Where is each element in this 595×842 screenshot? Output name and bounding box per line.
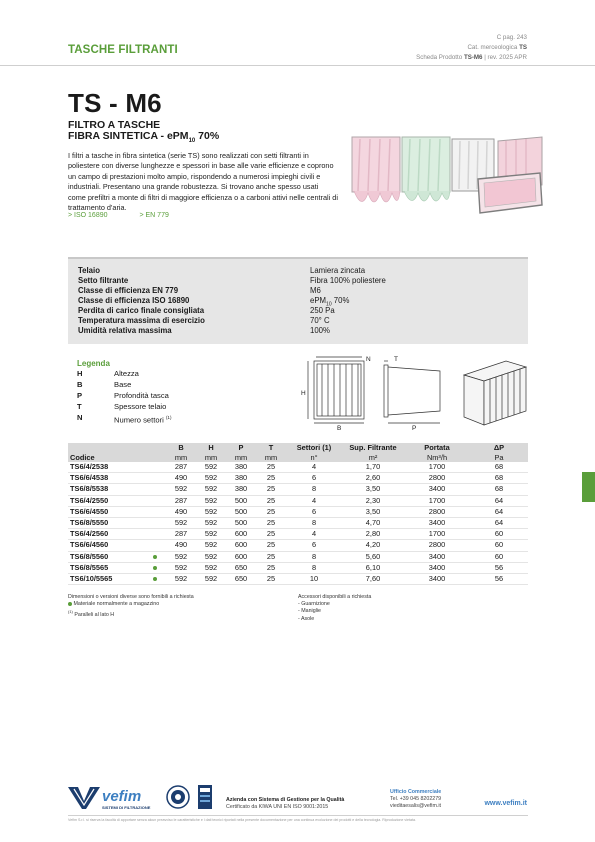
cell-h: 592 [196, 574, 226, 585]
diagram-label-p: P [412, 425, 417, 431]
stock-indicator [144, 462, 166, 473]
cell-p: 380 [226, 462, 256, 473]
diagram-label-t: T [394, 356, 398, 363]
cell-h: 592 [196, 495, 226, 506]
cell-t: 25 [256, 518, 286, 529]
cell-dp: 68 [470, 462, 528, 473]
product-code: TS6/6/4550 [68, 506, 144, 517]
cell-t: 25 [256, 484, 286, 495]
stock-dot-icon [153, 555, 157, 559]
cell-sup: 5,60 [342, 551, 404, 562]
cell-b: 592 [166, 551, 196, 562]
col-header-b: B [166, 443, 196, 453]
cell-dp: 56 [470, 562, 528, 573]
stock-indicator [144, 473, 166, 484]
pink-filter-image [352, 137, 400, 202]
spec-table [68, 257, 528, 344]
stock-indicator [144, 518, 166, 529]
cell-h: 592 [196, 462, 226, 473]
spec-row: Perdita di carico finale consigliata 250 Pa [78, 306, 335, 315]
cell-b: 287 [166, 495, 196, 506]
table-units-row: Codice mm mm mm mm n° m² Nm³/h Pa [68, 453, 528, 463]
product-subtitle: FILTRO A TASCHE [68, 119, 161, 131]
norm-iso-link[interactable]: > ISO 16890 [68, 212, 108, 219]
table-row [68, 518, 528, 529]
cell-p: 650 [226, 562, 256, 573]
cell-settori: 10 [286, 574, 342, 585]
cell-b: 592 [166, 562, 196, 573]
website-link[interactable]: www.vefim.it [484, 800, 527, 807]
cell-dp: 64 [470, 495, 528, 506]
isometric-view-diagram [464, 361, 526, 425]
cell-b: 490 [166, 473, 196, 484]
cell-portata: 3400 [404, 574, 470, 585]
svg-text:SISTEMI DI FILTRAZIONE: SISTEMI DI FILTRAZIONE [102, 805, 151, 810]
cell-settori: 6 [286, 540, 342, 551]
cell-t: 25 [256, 529, 286, 540]
cell-portata: 2800 [404, 506, 470, 517]
cell-h: 592 [196, 506, 226, 517]
col-header-portata: Portata [404, 443, 470, 453]
side-view-diagram [384, 361, 440, 423]
note-line: Materiale normalmente a magazzino [68, 601, 194, 608]
cell-b: 287 [166, 462, 196, 473]
cell-sup: 3,50 [342, 484, 404, 495]
cell-p: 380 [226, 484, 256, 495]
cell-sup: 7,60 [342, 574, 404, 585]
sales-office: Ufficio Commerciale Tel. +39 045 8202279 vieditaesalis@vefim.it [390, 789, 442, 810]
table-row [68, 529, 528, 540]
cell-h: 592 [196, 551, 226, 562]
cell-sup: 2,60 [342, 473, 404, 484]
cell-dp: 60 [470, 540, 528, 551]
spec-row: Temperatura massima di esercizio 70° C [78, 316, 330, 325]
cell-dp: 60 [470, 551, 528, 562]
cell-settori: 8 [286, 551, 342, 562]
cell-dp: 64 [470, 506, 528, 517]
cell-p: 500 [226, 506, 256, 517]
accessory-item: - Maniglie [298, 608, 321, 615]
cell-portata: 1700 [404, 529, 470, 540]
section-title: TASCHE FILTRANTI [68, 44, 178, 56]
email-link[interactable]: vieditaesalis@vefim.it [390, 803, 442, 810]
cell-h: 592 [196, 484, 226, 495]
section-tab-marker [582, 472, 595, 502]
stock-dot-icon [68, 602, 72, 606]
accessory-item: - Guarnizione [298, 601, 330, 608]
cell-settori: 8 [286, 484, 342, 495]
svg-text:vefim: vefim [102, 788, 142, 805]
green-filter-image [402, 137, 450, 201]
stock-indicator [144, 551, 166, 562]
spec-row: Umidità relativa massima 100% [78, 326, 330, 335]
cell-t: 25 [256, 551, 286, 562]
cell-h: 592 [196, 540, 226, 551]
cell-portata: 1700 [404, 462, 470, 473]
front-view-diagram [308, 357, 364, 423]
accessories-title: Accessori disponibili a richiesta [298, 594, 372, 600]
note-line: $^{(1)}$ Paralleli al lato H [68, 609, 115, 619]
legend-title: Legenda [77, 359, 110, 368]
col-header-p: P [226, 443, 256, 453]
accessory-item: - Asole [298, 615, 315, 622]
spec-row: Telaio Lamiera zincata [78, 266, 366, 275]
stock-indicator [144, 484, 166, 495]
cell-t: 25 [256, 462, 286, 473]
cell-h: 592 [196, 562, 226, 573]
product-photo [350, 135, 545, 215]
table-row [68, 574, 528, 585]
diagram-label-n: N [366, 356, 371, 363]
cell-sup: 1,70 [342, 462, 404, 473]
cell-t: 25 [256, 473, 286, 484]
spec-row: Setto filtrante Fibra 100% poliestere [78, 276, 386, 285]
footer-divider [68, 815, 528, 816]
cell-t: 25 [256, 540, 286, 551]
product-code: TS6/6/4560 [68, 540, 144, 551]
cell-sup: 4,20 [342, 540, 404, 551]
cell-b: 592 [166, 574, 196, 585]
table-row [68, 462, 528, 473]
cell-dp: 64 [470, 518, 528, 529]
cell-sup: 2,80 [342, 529, 404, 540]
diagram-label-h: H [301, 390, 306, 397]
product-code: TS6/8/5560 [68, 551, 144, 562]
cell-p: 600 [226, 529, 256, 540]
product-code: TS6/8/5550 [68, 518, 144, 529]
cell-p: 380 [226, 473, 256, 484]
cell-h: 592 [196, 529, 226, 540]
cell-dp: 56 [470, 574, 528, 585]
cell-t: 25 [256, 574, 286, 585]
product-code: TS6/8/5538 [68, 484, 144, 495]
cell-h: 592 [196, 518, 226, 529]
cell-portata: 3400 [404, 484, 470, 495]
category-line: Cat. merceologica TS [467, 44, 527, 51]
product-table [68, 443, 528, 585]
cell-p: 600 [226, 551, 256, 562]
cell-settori: 8 [286, 518, 342, 529]
legal-disclaimer: Vefim S.r.l. si riserva la facoltà di apportare senza alcun preavviso le caratteristiche e i dati tecnici riportati nella presente documentazione per una continua evoluzione dei prodotti e della tecnologia. Riproduzione vietata. [68, 818, 416, 822]
cell-dp: 68 [470, 473, 528, 484]
stock-indicator [144, 540, 166, 551]
cell-portata: 1700 [404, 495, 470, 506]
footer-logos [68, 783, 218, 813]
cell-p: 500 [226, 495, 256, 506]
frame-front-image [478, 173, 542, 213]
table-row [68, 506, 528, 517]
col-header-settori: Settori (1) [286, 443, 342, 453]
product-code: TS6/4/2560 [68, 529, 144, 540]
product-table-grid [68, 443, 528, 585]
cell-t: 25 [256, 506, 286, 517]
quality-statement: Azienda con Sistema di Gestione per la Qualità Certificato da KIWA UNI EN ISO 9001:2015 [226, 797, 345, 811]
cell-sup: 6,10 [342, 562, 404, 573]
cell-dp: 60 [470, 529, 528, 540]
cell-dp: 68 [470, 484, 528, 495]
cell-portata: 3400 [404, 562, 470, 573]
header-meta [416, 33, 527, 63]
stock-indicator [144, 574, 166, 585]
cell-portata: 3400 [404, 518, 470, 529]
col-header-sup: Sup. Filtrante [342, 443, 404, 453]
phone-number: Tel. +39 045 8202279 [390, 796, 442, 803]
cell-t: 25 [256, 562, 286, 573]
product-code: TS6/4/2538 [68, 462, 144, 473]
table-row [68, 540, 528, 551]
cell-b: 490 [166, 540, 196, 551]
cell-b: 592 [166, 518, 196, 529]
header-divider [0, 65, 595, 66]
stock-dot-icon [153, 577, 157, 581]
cell-b: 287 [166, 529, 196, 540]
cell-portata: 2800 [404, 473, 470, 484]
table-row [68, 551, 528, 562]
cell-p: 600 [226, 540, 256, 551]
stock-indicator [144, 562, 166, 573]
cell-settori: 4 [286, 529, 342, 540]
table-row [68, 484, 528, 495]
cell-sup: 3,50 [342, 506, 404, 517]
stock-indicator [144, 506, 166, 517]
cell-sup: 4,70 [342, 518, 404, 529]
table-header-row [68, 443, 528, 453]
spec-row: Classe di efficienza EN 779 M6 [78, 286, 321, 295]
product-code: TS6/6/4538 [68, 473, 144, 484]
product-code: TS6/8/5565 [68, 562, 144, 573]
table-notes [68, 594, 194, 619]
cell-settori: 4 [286, 495, 342, 506]
cell-b: 592 [166, 484, 196, 495]
col-header-h: H [196, 443, 226, 453]
certification-seal-icon [167, 786, 189, 808]
cell-h: 592 [196, 473, 226, 484]
cell-settori: 6 [286, 506, 342, 517]
norm-links [68, 212, 199, 219]
cell-p: 500 [226, 518, 256, 529]
accessories-notes [298, 594, 371, 623]
cell-portata: 2800 [404, 540, 470, 551]
cell-settori: 6 [286, 473, 342, 484]
cell-portata: 3400 [404, 551, 470, 562]
norm-en-link[interactable]: > EN 779 [139, 212, 169, 219]
table-row [68, 473, 528, 484]
note-line: Dimensioni o versioni diverse sono fornibili a richiesta [68, 594, 194, 600]
spec-row: Classe di efficienza ISO 16890 ePM$_{10}$ 70% [78, 296, 350, 308]
col-header-t: T [256, 443, 286, 453]
stock-indicator [144, 529, 166, 540]
product-code: TS6/10/5565 [68, 574, 144, 585]
kiwa-badge-icon [198, 785, 212, 809]
diagram-label-b: B [337, 425, 342, 431]
product-code: TS6/4/2550 [68, 495, 144, 506]
cell-sup: 2,30 [342, 495, 404, 506]
page-reference: C pag. 243 [496, 34, 527, 41]
table-row [68, 562, 528, 573]
stock-indicator [144, 495, 166, 506]
cell-settori: 8 [286, 562, 342, 573]
table-row [68, 495, 528, 506]
cell-settori: 4 [286, 462, 342, 473]
vefim-logo [68, 787, 151, 810]
dimension-diagrams [294, 353, 534, 431]
col-header-dp: ΔP [470, 443, 528, 453]
cell-t: 25 [256, 495, 286, 506]
product-subtitle-material: FIBRA SINTETICA - ePM$_{10}$ 70% [68, 130, 220, 145]
stock-dot-icon [153, 566, 157, 570]
product-title: TS - M6 [68, 88, 162, 118]
sheet-line: Scheda Prodotto TS-M6 | rev. 2025 APR [416, 54, 527, 61]
cell-b: 490 [166, 506, 196, 517]
product-description: I filtri a tasche in fibra sintetica (serie TS) sono realizzati con setti filtranti in poliestere con diverse lunghezze e spessori in base alle varie efficienze e coprono un campo di prestazioni molto ampio, rispondendo a numerosi impieghi civili e industriali. Presentano una grande robustezza. Si trovano anche spesso usati come prefiltri a monte di filtri di maggiore efficienza o a carboni attivi nelle centrali di trattamento d'aria. [68, 151, 338, 213]
cell-p: 650 [226, 574, 256, 585]
